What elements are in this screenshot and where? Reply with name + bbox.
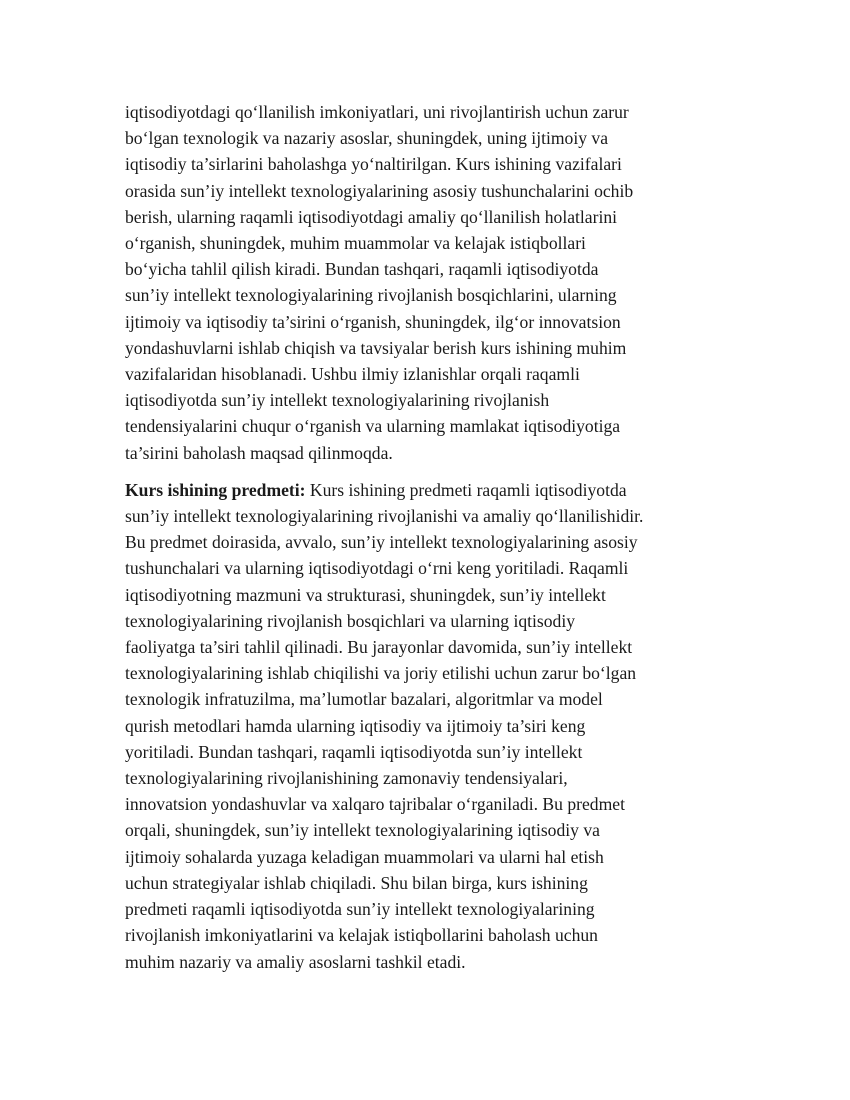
text-line: bo‘lgan texnologik va nazariy asoslar, shuningdek, uning ijtimoiy va: [125, 128, 609, 149]
text-line: uchun strategiyalar ishlab chiqiladi. Shu bilan birga, kurs ishining: [125, 872, 588, 893]
text-line: ijtimoiy va iqtisodiy ta’sirini o‘rganish, shuningdek, ilg‘or innovatsion: [125, 311, 621, 332]
text-line: vazifalaridan hisoblanadi. Ushbu ilmiy izlanishlar orqali raqamli: [125, 364, 580, 385]
text-line: rivojlanish imkoniyatlarini va kelajak istiqbollarini baholash uchun: [125, 925, 598, 946]
text-line: ta’sirini baholash maqsad qilinmoqda.: [125, 442, 393, 463]
text-line: tendensiyalarini chuqur o‘rganish va ularning mamlakat iqtisodiyotiga: [125, 416, 621, 437]
text-line: iqtisodiyotda sun’iy intellekt texnologiyalarining rivojlanish: [125, 390, 550, 411]
paragraph-first-line: [125, 477, 745, 503]
text-line: orqali, shuningdek, sun’iy intellekt texnologiyalarining iqtisodiy va: [125, 820, 600, 841]
paragraph-objectives: [125, 99, 745, 466]
text-line: texnologik infratuzilma, ma’lumotlar bazalari, algoritmlar va model: [125, 689, 603, 710]
text-line: yoritiladi. Bundan tashqari, raqamli iqtisodiyotda sun’iy intellekt: [125, 741, 583, 762]
text-line: predmeti raqamli iqtisodiyotda sun’iy intellekt texnologiyalarining: [125, 899, 595, 920]
text-line: sun’iy intellekt texnologiyalarining rivojlanish bosqichlarini, ularning: [125, 285, 617, 306]
text-line: berish, ularning raqamli iqtisodiyotdagi amaliy qo‘llanilish holatlarini: [125, 206, 618, 227]
text-line: texnologiyalarining ishlab chiqilishi va joriy etilishi uchun zarur bo‘lgan: [125, 663, 637, 684]
document-page: [125, 99, 745, 975]
text-line: iqtisodiyotning mazmuni va strukturasi, shuningdek, sun’iy intellekt: [125, 584, 606, 605]
text-line: texnologiyalarining rivojlanishining zamonaviy tendensiyalari,: [125, 768, 568, 789]
text-line: orasida sun’iy intellekt texnologiyalarining asosiy tushunchalarini ochib: [125, 180, 634, 201]
text-line: texnologiyalarining rivojlanish bosqichlari va ularning iqtisodiy: [125, 610, 576, 631]
text-line: iqtisodiy ta’sirlarini baholashga yo‘naltirilgan. Kurs ishining vazifalari: [125, 154, 622, 175]
text-line: bo‘yicha tahlil qilish kiradi. Bundan tashqari, raqamli iqtisodiyotda: [125, 259, 599, 280]
first-line-text: Kurs ishining predmeti raqamli iqtisodiyotda: [305, 479, 627, 500]
text-line: Bu predmet doirasida, avvalo, sun’iy intellekt texnologiyalarining asosiy: [125, 532, 638, 553]
text-line: iqtisodiyotdagi qo‘llanilish imkoniyatlari, uni rivojlantirish uchun zarur: [125, 102, 629, 122]
text-line: innovatsion yondashuvlar va xalqaro tajribalar o‘rganiladi. Bu predmet: [125, 794, 625, 815]
section-heading: Kurs ishining predmeti:: [125, 479, 306, 500]
paragraph-subject: [125, 477, 745, 975]
text-line: ijtimoiy sohalarda yuzaga keladigan muammolari va ularni hal etish: [125, 846, 604, 867]
text-line: muhim nazariy va amaliy asoslarni tashkil etadi.: [125, 951, 466, 972]
text-line: faoliyatga ta’siri tahlil qilinadi. Bu jarayonlar davomida, sun’iy intellekt: [125, 637, 633, 658]
text-line: sun’iy intellekt texnologiyalarining rivojlanishi va amaliy qo‘llanilishidir.: [125, 506, 644, 527]
text-line: tushunchalari va ularning iqtisodiyotdagi o‘rni keng yoritiladi. Raqamli: [125, 558, 629, 579]
text-line: o‘rganish, shuningdek, muhim muammolar va kelajak istiqbollari: [125, 233, 586, 254]
text-line: yondashuvlarni ishlab chiqish va tavsiyalar berish kurs ishining muhim: [125, 337, 627, 358]
text-line: qurish metodlari hamda ularning iqtisodiy va ijtimoiy ta’siri keng: [125, 715, 586, 736]
